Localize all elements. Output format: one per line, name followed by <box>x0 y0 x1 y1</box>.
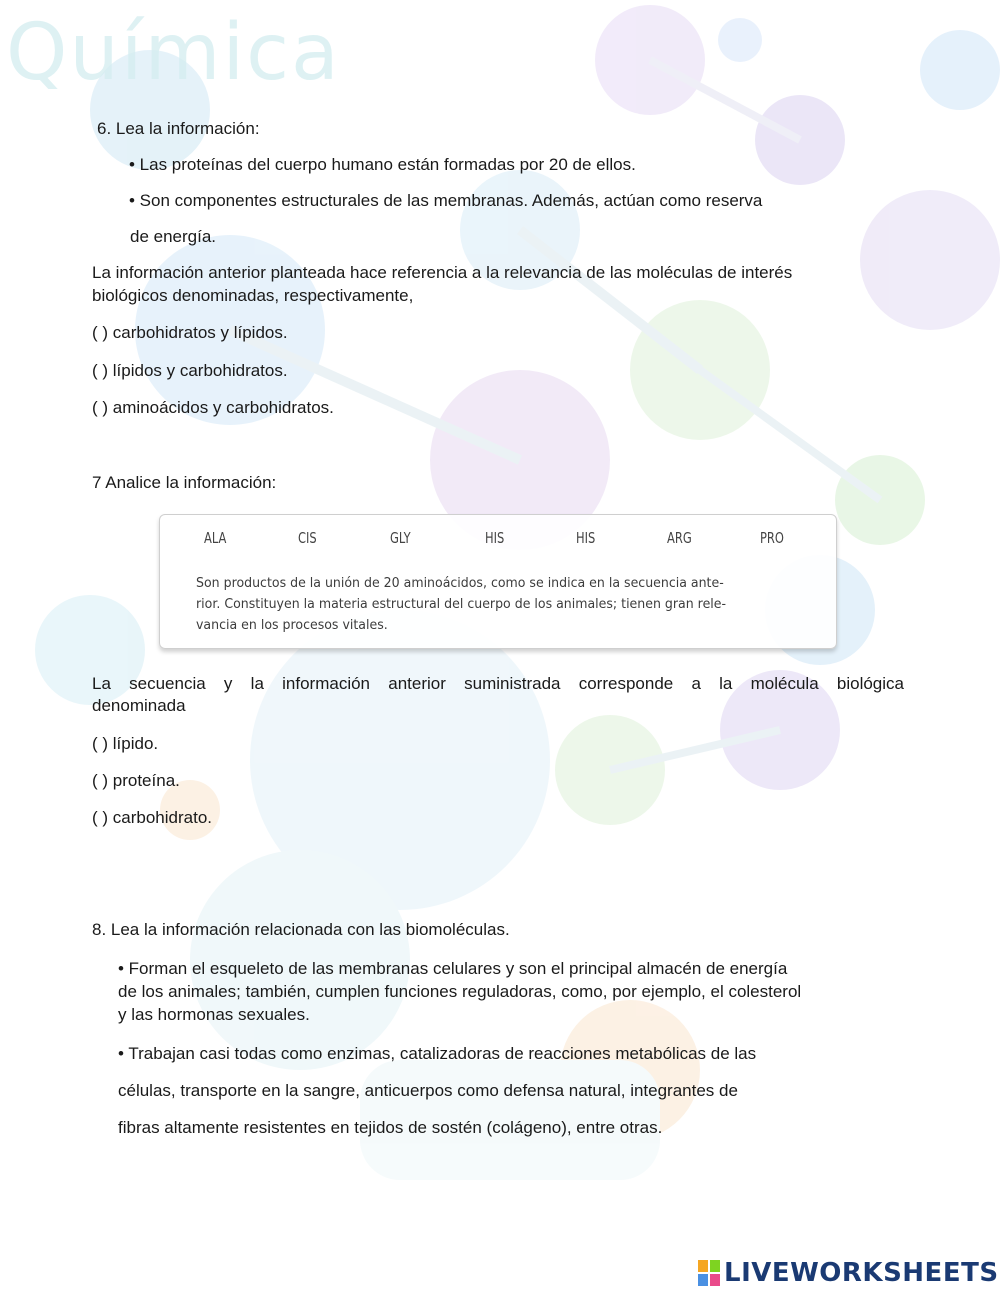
question-7-stem-line-1: La secuencia y la información anterior suministrada corresponde a la molécula biológica <box>92 674 904 693</box>
question-6-bullet-2: • Son componentes estructurales de las membranas. Además, actúan como reserva <box>129 191 763 210</box>
liveworksheets-logo <box>698 1258 999 1288</box>
sequence-item: HIS <box>576 529 596 547</box>
question-7-stem-line-2: denominada <box>92 696 186 715</box>
question-7-option-1[interactable]: ( ) lípido. <box>92 734 159 753</box>
question-8-title: 8. Lea la información relacionada con las biomoléculas. <box>92 920 510 939</box>
question-6-bullet-1: • Las proteínas del cuerpo humano están formadas por 20 de ellos. <box>129 155 636 174</box>
question-6-option-3[interactable]: ( ) aminoácidos y carbohidratos. <box>92 398 334 417</box>
box-text-line-3: vancia en los procesos vitales. <box>196 617 388 633</box>
box-text-line-2: rior. Constituyen la materia estructural del cuerpo de los animales; tienen gran rele- <box>196 596 727 612</box>
question-8-bullet-2-line-3: fibras altamente resistentes en tejidos de sostén (colágeno), entre otras. <box>118 1118 663 1137</box>
question-8-bullet-1-line-3: y las hormonas sexuales. <box>118 1005 310 1024</box>
sequence-item: CIS <box>298 529 317 547</box>
question-8-bullet-1-line-1: • Forman el esqueleto de las membranas celulares y son el principal almacén de energía <box>118 959 788 978</box>
question-7-option-3[interactable]: ( ) carbohidrato. <box>92 808 212 827</box>
sequence-item: HIS <box>485 529 505 547</box>
question-7-option-2[interactable]: ( ) proteína. <box>92 771 180 790</box>
watermark-title: Química <box>6 8 341 98</box>
question-6-title: 6. Lea la información: <box>97 119 260 138</box>
sequence-item: GLY <box>390 529 411 547</box>
question-7-title: 7 Analice la información: <box>92 473 277 492</box>
question-6-stem-line-2: biológicos denominadas, respectivamente, <box>92 286 414 305</box>
sequence-item: ALA <box>204 529 227 547</box>
question-6-option-1[interactable]: ( ) carbohidratos y lípidos. <box>92 323 288 342</box>
amino-acid-sequence-box <box>159 514 837 649</box>
liveworksheets-logo-icon <box>698 1260 720 1286</box>
box-text-line-1: Son productos de la unión de 20 aminoácidos, como se indica en la secuencia ante- <box>196 575 724 591</box>
question-8-bullet-2-line-2: células, transporte en la sangre, anticuerpos como defensa natural, integrantes de <box>118 1081 738 1100</box>
sequence-item: PRO <box>760 529 784 547</box>
question-8-bullet-1-line-2: de los animales; también, cumplen funciones reguladoras, como, por ejemplo, el colesterol <box>118 982 802 1001</box>
question-6-option-2[interactable]: ( ) lípidos y carbohidratos. <box>92 361 288 380</box>
question-8-bullet-2-line-1: • Trabajan casi todas como enzimas, catalizadoras de reacciones metabólicas de las <box>118 1044 757 1063</box>
question-6-stem-line-1: La información anterior planteada hace referencia a la relevancia de las moléculas de interés <box>92 263 793 282</box>
sequence-item: ARG <box>667 529 692 547</box>
question-6-bullet-2-cont: de energía. <box>130 227 217 246</box>
liveworksheets-logo-text: LIVEWORKSHEETS <box>724 1258 999 1288</box>
